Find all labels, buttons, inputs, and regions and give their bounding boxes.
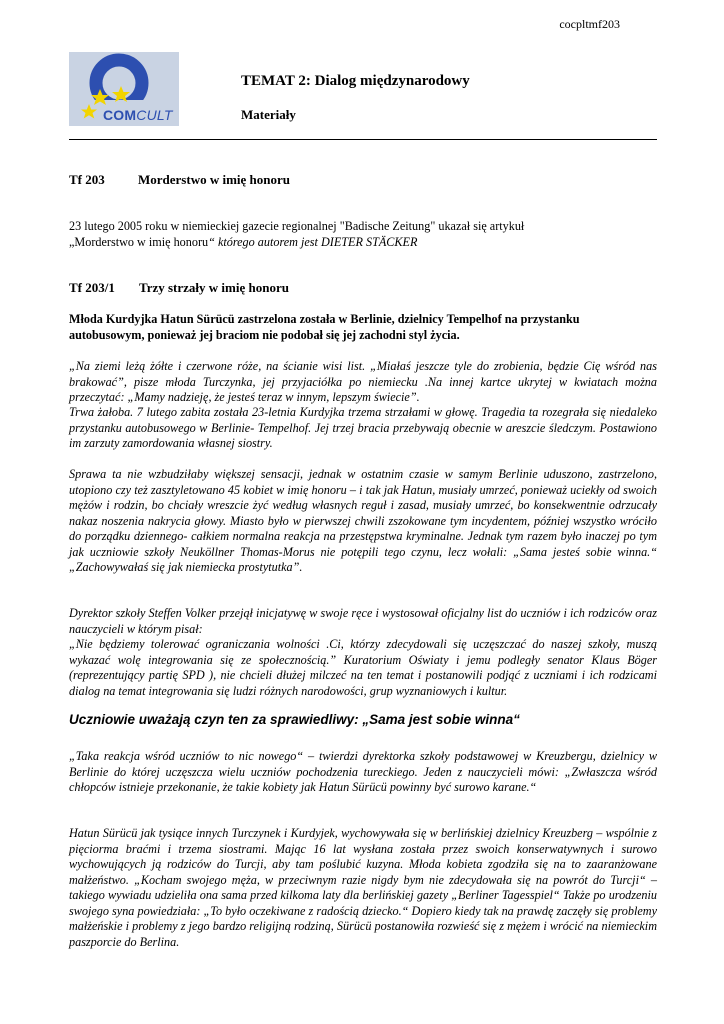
comcult-logo	[69, 52, 179, 126]
document-code: cocpltmf203	[559, 17, 620, 31]
logo-wordmark: COMCULT	[103, 107, 173, 123]
intro-paragraph: 23 lutego 2005 roku w niemieckiej gazecie regionalnej "Badische Zeitung" ukazał się artykuł „Morderstwo w imię honoru“ którego autorem jest DIETER STÄCKER	[69, 219, 525, 249]
theme-subtitle: Materiały	[241, 107, 296, 122]
paragraph-director: Dyrektor szkoły Steffen Volker przejął inicjatywę w swoje ręce i wystosował oficjalny list do uczniów i ich rodziców oraz nauczycieli w którym pisał:	[69, 606, 657, 636]
paragraph-biography: Hatun Sürücü jak tysiące innych Turczynek i Kurdyjek, wychowywała się w berlińskiej dzielnicy Kreuzberg – wspólnie z pięciorma braćmi i trzema siostrami. Mając 16 lat wysłana została przez swoich konserwatywnych i surowo wychowujących ją rodziców do Turcji, aby tam poślubić kuzyna. Młoda kobieta zgodziła się na to zaaranżowane małżeństwo. „Kocham swojego męża, w przeciwnym razie nigdy bym nie zdecydowała się na powrót do Turcji“ – takiego wywiadu udzieliła ona sama przed kilkoma laty dla berlińskiej gazety „Berliner Tagesspiel“ Także po urodzeniu swojego syna powiedziała: „To było oczekiwane z radością dziecko.“ Dopiero kiedy tak na prawdę zaczęły się problemy małżeńskie i problemy z jego bardzo religijną rodziną, Sürücü postanowiła rozwieść się z mężem i wrócić na niemieckim paszporcie do Berlina.	[69, 826, 657, 949]
paragraph-flowers: „Na ziemi leżą żółte i czerwone róże, na ścianie wisi list. „Miałaś jeszcze tyle do zrobienia, będzie Cię wśród nas brakować”, pisze młoda Turczynka, jej przyjaciółka po niemiecku .Na innej kartce ukrytej w kwiatach można przeczytać: „Mamy nadzieję, że jesteś teraz w innym, lepszym świecie”.	[69, 359, 657, 404]
paragraph-case: Sprawa ta nie wzbudziłaby większej sensacji, jednak w ostatnim czasie w samym Berlinie uduszono, zastrzelono, utopiono czy też zasztyletowano 45 kobiet w imię honoru – i tak jak Hatun, musiały umrzeć, ponieważ uciekły od swoich mężów i rodzin, bo chciały wreszcie żyć według własnych reguł i zasad, musiały umrzeć, bo konsekwentnie odrzucały nakaz noszenia nakrycia głowy. Miasto było w pierwszej chwili zszokowane tym incydentem, później wszystko wróciło do porządku dziennego- całkiem normalna reakcja na przestępstwa kryminalne. Jednak tym razem było inaczej po tym jak uczniowie szkoły Neuköllner Thomas-Morus nie potępili tego czynu, lecz wołali: „Sama jesteś sobie winna.“ „Zachowywałaś się jak niemiecka prostytutka”.	[69, 467, 657, 574]
lead-paragraph: Młoda Kurdyjka Hatun Sürücü zastrzelona została w Berlinie, dzielnicy Tempelhof na przystanku autobusowym, ponieważ jej braciom nie podobał się jej zachodni styl życia.	[69, 312, 580, 342]
section-heading-tf203-1: Tf 203/1 Trzy strzały w imię honoru	[69, 280, 289, 295]
subheading-students: Uczniowie uważają czyn ten za sprawiedliwy: „Sama jest sobie winna“	[69, 712, 520, 727]
theme-title: TEMAT 2: Dialog międzynarodowy	[241, 73, 470, 89]
paragraph-reaction: „Taka reakcja wśród uczniów to nic nowego“ – twierdzi dyrektorka szkoły podstawowej w Kreuzbergu, dzielnicy w Berlinie do której uczęszcza wielu uczniów pochodzenia tureckiego. Jeden z nauczycieli mówi: „Zwłaszcza wśród chłopców istnieje przekonanie, że takie kobiety jak Hatun Sürücü powinny być surowo karane.“	[69, 749, 657, 794]
author-name: DIETER STÄCKER	[320, 234, 418, 249]
paragraph-mourning: Trwa żałoba. 7 lutego zabita została 23-letnia Kurdyjka trzema strzałami w głowę. Tragedia ta rozegrała się niedaleko przystanku autobusowego w Berlinie- Tempelhof. Jej trzej bracia przebywają obecnie w areszcie śledczym. Postawiono im zarzuty zamordowania własnej siostry.	[69, 405, 657, 450]
paragraph-director-quote: „Nie będziemy tolerować ograniczania wolności .Ci, którzy zdecydowali się uczęszczać do naszej szkoły, muszą wykazać wolę integrowania się ze społecznością.” Kuratorium Oświaty i jemu podległy senator Klaus Böger (reprezentujący partię SPD ), nie chcieli dłużej milczeć na ten temat i postanowili podjąć z uczniami i ich rodzicami dialog na temat integrowania się ludzi różnych narodowości, grup wyznaniowych i kultur.	[69, 637, 657, 698]
header-divider	[69, 139, 657, 140]
section-heading-tf203: Tf 203 Morderstwo w imię honoru	[69, 172, 291, 187]
